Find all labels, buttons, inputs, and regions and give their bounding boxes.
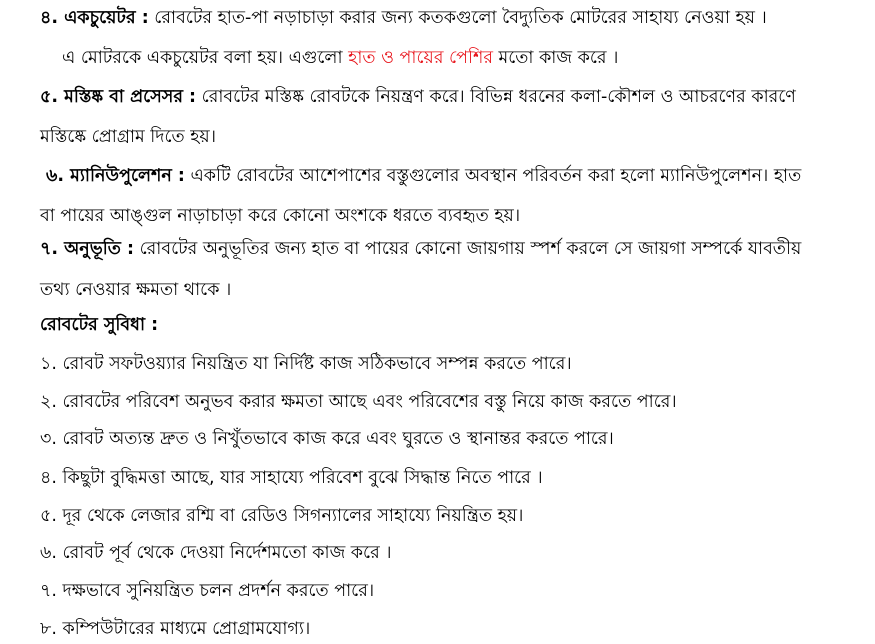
manipulation-text-2: বা পায়ের আঙ্গুল নাড়াচাড়া করে কোনো অংশকে ধরতে ব্যবহৃত হয়। xyxy=(40,206,521,226)
advantage-item-6: ৬. রোবট পূর্ব থেকে দেওয়া নির্দেশমতো কাজ করে । xyxy=(40,543,392,563)
actuator-highlight: হাত ও পায়ের পেশির xyxy=(348,48,493,68)
actuator-text-2-pre: এ মোটরকে একচুয়েটর বলা হয়। এগুলো xyxy=(62,48,349,68)
manipulation-line-2 xyxy=(40,204,867,228)
advantage-item-1: ১. রোবট সফটওয়্যার নিয়ন্ত্রিত যা নির্দিষ্ট কাজ সঠিকভাবে সম্পন্ন করতে পারে। xyxy=(40,354,572,374)
sensing-text-1: রোবটের অনুভূতির জন্য হাত বা পায়ের কোনো জায়গায় স্পর্শ করলে সে জায়গা সম্পর্কে যাবতীয় xyxy=(134,239,802,259)
advantages-heading: রোবটের সুবিধা : xyxy=(40,315,159,335)
sensing-line-2 xyxy=(40,278,867,302)
actuator-heading: ৪. একচুয়েটর : xyxy=(40,8,149,28)
actuator-text-1: রোবটের হাত-পা নড়াচাড়া করার জন্য কতকগুলো বৈদ্যুতিক মোটরের সাহায্য নেওয়া হয় । xyxy=(148,8,767,28)
brain-line-2 xyxy=(40,125,867,149)
brain-text-1: রোবটের মস্তিষ্ক রোবটকে নিয়ন্ত্রণ করে। বিভিন্ন ধরনের কলা-কৌশল ও আচরণের কারণে xyxy=(196,87,796,107)
actuator-line-2 xyxy=(62,46,867,70)
brain-line-1 xyxy=(40,85,867,109)
brain-text-2: মস্তিষ্কে প্রোগ্রাম দিতে হয়। xyxy=(40,127,216,147)
advantage-item-4: ৪. কিছুটা বুদ্ধিমত্তা আছে, যার সাহায্যে পরিবেশ বুঝে সিদ্ধান্ত নিতে পারে । xyxy=(40,468,543,488)
sensing-text-2: তথ্য নেওয়ার ক্ষমতা থাকে । xyxy=(40,280,232,300)
advantage-item-3: ৩. রোবট অত্যন্ত দ্রুত ও নিখুঁতভাবে কাজ করে এবং ঘুরতে ও স্থানান্তর করতে পারে। xyxy=(40,429,614,449)
brain-heading: ৫. মস্তিষ্ক বা প্রসেসর : xyxy=(40,87,197,107)
sensing-line-1 xyxy=(40,237,867,261)
advantage-item-5: ৫. দূর থেকে লেজার রশ্মি বা রেডিও সিগন্যালের সাহায্যে নিয়ন্ত্রিত হয়। xyxy=(40,506,524,526)
sensing-heading: ৭. অনুভূতি : xyxy=(40,239,134,259)
manipulation-line-1 xyxy=(46,164,867,188)
manipulation-heading: ৬. ম্যানিউপুলেশন : xyxy=(46,166,185,186)
advantage-item-7: ৭. দক্ষভাবে সুনিয়ন্ত্রিত চলন প্রদর্শন করতে পারে। xyxy=(40,581,375,601)
advantage-item-8: ৮. কম্পিউটারের মাধ্যমে প্রোগ্রামযোগ্য। xyxy=(40,619,311,639)
actuator-line-1 xyxy=(40,6,867,30)
actuator-text-2-post: মতো কাজ করে । xyxy=(492,48,619,68)
advantage-item-2: ২. রোবটের পরিবেশ অনুভব করার ক্ষমতা আছে এবং পরিবেশের বস্তু নিয়ে কাজ করতে পারে। xyxy=(40,392,677,412)
manipulation-text-1: একটি রোবটের আশেপাশের বস্তুগুলোর অবস্থান পরিবর্তন করা হলো ম্যানিউপুলেশন। হাত xyxy=(184,166,802,186)
